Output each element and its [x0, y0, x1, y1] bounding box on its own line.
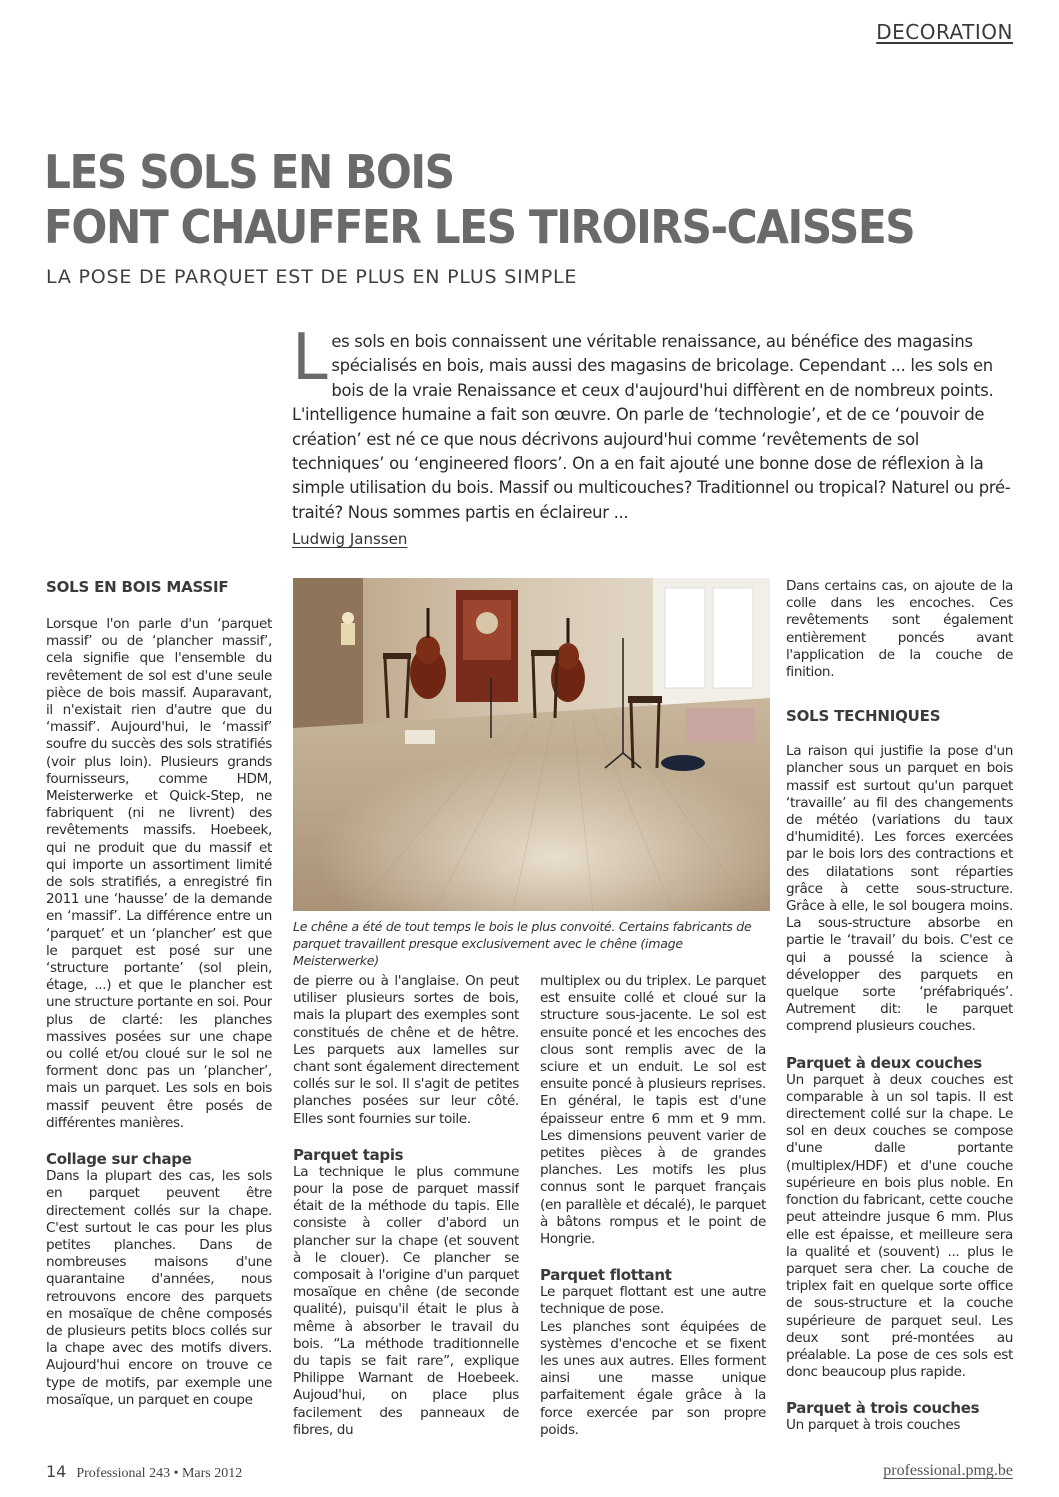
article-photo	[293, 578, 770, 911]
intro-text: es sols en bois connaissent une véritable renaissance, au bénéfice des magasins spécialisés en bois, mais aussi des magasins de bricolage. Cependant ... les sols en bois de la vraie Renaissance et ceux d'aujourd'hui diffèrent en de nombreux points. L'intelligence humaine a fait son œuvre. On parle de ‘technologie’, et de ce ‘pouvoir de création’ est né ce que nous décrivons aujourd'hui comme ‘revêtements de sol techniques’ ou ‘engineered floors’. On a en fait ajouté une bonne dose de réflexion à la simple utilisation du bois. Massif ou multicouches? Traditionnel ou tropical? Naturel ou pré-traité? Nous sommes partis en éclaireur ...	[292, 332, 1011, 522]
drop-cap: L	[292, 321, 328, 395]
paragraph: La raison qui justifie la pose d'un plancher sous un parquet en bois massif est surtout qu'un parquet ‘travaille’ au fil des changements de météo (variations du taux d'humidité). Les forces exercées par le bois lors des contractions et des dilatations sont réparties grâce à cette sous-structure. Grâce à elle, le sol bougera moins. La sous-structure absorbe en partie le ‘travail’ du bois. C'est ce qui a poussé la science à développer des parquets en quelque sorte ‘préfabriqués’. Autrement dit: le parquet comprend plusieurs couches.	[786, 743, 1013, 1035]
paragraph: Dans la plupart des cas, les sols en parquet peuvent être directement collés sur la chape. C'est surtout le cas pour les plus petites planches. Dans de nombreuses maisons d'une quarantaine d'années, nous retrouvons encore des parquets en mosaïque de chêne composés de plusieurs petits blocs collés sur la chape avec des motifs divers. Aujourd'hui encore on trouve ce type de motifs, par exemple une mosaïque, un parquet en coupe	[46, 1168, 272, 1408]
author-byline: Ludwig Janssen	[292, 530, 408, 548]
intro-paragraph	[292, 321, 1012, 525]
title-line-2: FONT CHAUFFER LES TIROIRS-CAISSES	[44, 200, 915, 254]
footer-issue	[46, 1462, 242, 1482]
paragraph: de pierre ou à l'anglaise. On peut utiliser plusieurs sortes de bois, mais la plupart des exemples sont constitués de chêne et de hêtre. Les parquets aux lamelles sur chant sont également directement collés sur le sol. Il s'agit de petites planches posées sur leur côté. Elles sont fournies sur toile.	[293, 973, 519, 1127]
issue-info: Professional 243 • Mars 2012	[76, 1466, 243, 1481]
paragraph: Lorsque l'on parle d'un ‘parquet massif’ ou de ‘plancher massif’, cela signifie que l'ensemble du revêtement de sol est d'une seule pièce de bois massif. Auparavant, il n'existait rien d'autre que du ‘massif’. Aujourd'hui, le ‘massif’ soufre du succès des sols stratifiés (voir plus loin). Plusieurs grands fournisseurs, comme HDM, Meisterwerke et Quick-Step, ne fabriquent (ni ne livrent) des revêtements massifs. Hoebeek, qui ne produit que du massif et qui importe un assortiment limité de sols stratifiés, a enregistré fin 2011 une ‘hausse’ de la demande en ‘massif’. La différence entre un ‘parquet’ et un ‘plancher’ est que le parquet est posé sur une ‘structure portante’ (sol plein, étage, ...) et que le plancher est une structure portante en soi. Pour plus de clarté: les planches massives posées sur une chape ou collé et/ou cloué sur le sol ne forment donc pas un ‘plancher’, mais un parquet. Les sols en bois massif peuvent être posés de différentes manières.	[46, 616, 272, 1131]
article-title	[44, 145, 927, 255]
heading-parquet-flottant: Parquet flottant	[540, 1266, 672, 1285]
article-subtitle: LA POSE DE PARQUET EST DE PLUS EN PLUS SIMPLE	[46, 266, 578, 288]
heading-parquet-tapis: Parquet tapis	[293, 1145, 404, 1164]
heading-sols-massif: SOLS EN BOIS MASSIF	[46, 578, 229, 596]
paragraph: Les planches sont équipées de systèmes d'encoche et se fixent les unes aux autres. Elles forment ainsi une masse unique parfaitement égale grâce à la force exercée par son propre poids.	[540, 1318, 766, 1438]
heading-sols-techniques: SOLS TECHNIQUES	[786, 707, 941, 726]
paragraph: Un parquet à trois couches	[786, 1417, 961, 1434]
section-tag: DECORATION	[876, 20, 1013, 44]
heading-deux-couches: Parquet à deux couches	[786, 1053, 982, 1072]
column-3	[540, 973, 766, 1448]
heading-trois-couches: Parquet à trois couches	[786, 1399, 980, 1418]
paragraph: multiplex ou du triplex. Le parquet est ensuite collé et cloué sur la structure sous-jacente. Le sol est ensuite poncé et les encoches des clous sont remplis avec de la sciure et un enduit. Le sol est ensuite poncé à plusieurs reprises. En général, le tapis est d'une épaisseur entre 6 mm et 9 mm. Les dimensions peuvent varier de petites pièces à de grandes planches. Les motifs les plus connus sont le parquet français (en parallèle et décalé), le parquet à bâtons rompus et le point de Hongrie.	[540, 973, 766, 1248]
column-4	[786, 578, 1013, 1448]
heading-collage-chape: Collage sur chape	[46, 1150, 192, 1169]
paragraph: La technique le plus commune pour la pose de parquet massif était de la méthode du tapis. Elle consiste à coller d'abord un plancher sur la chape (et souvent à le clouer). Ce plancher se composait à l'origine d'un parquet mosaïque en chêne (de seconde qualité), puisqu'il était le plus à même à absorber le travail du bois. “La méthode traditionnelle du tapis se fait rare”, explique Philippe Warnant de Hoebeek. Aujoud'hui, on place plus facilement des panneaux de fibres, du	[293, 1163, 519, 1438]
photo-caption: Le chêne a été de tout temps le bois le plus convoité. Certains fabricants de parquet travaillent presque exclusivement avec le chêne (image Meisterwerke)	[293, 919, 752, 968]
room-with-cellos-image	[293, 578, 770, 911]
column-2	[293, 973, 519, 1448]
paragraph: Un parquet à deux couches est comparable à un sol tapis. Il est directement collé sur la chape. Le sol en deux couches se compose d'une dalle portante (multiplex/HDF) et d'une couche supérieure en bois plus noble. En fonction du fabricant, cette couche peut atteindre jusque 6 mm. Plus elle est épaisse, et meilleure sera la qualité et (souvent) ... plus le parquet sera cher. La couche de triplex fait en quelque sorte office de sous-structure et la couche supérieure de parquet seul. Les deux sont pré-montées au préalable. La pose de ces sols est donc beaucoup plus rapide.	[786, 1071, 1013, 1381]
column-1	[46, 578, 272, 1448]
website-link[interactable]: professional.pmg.be	[883, 1462, 1013, 1479]
page-number: 14	[46, 1462, 67, 1481]
title-line-1: LES SOLS EN BOIS	[44, 145, 454, 199]
paragraph: Dans certains cas, on ajoute de la colle dans les encoches. Ces revêtements sont également entièrement poncés avant l'application de la couche de finition.	[786, 578, 1013, 681]
paragraph: Le parquet flottant est une autre technique de pose.	[540, 1284, 766, 1318]
